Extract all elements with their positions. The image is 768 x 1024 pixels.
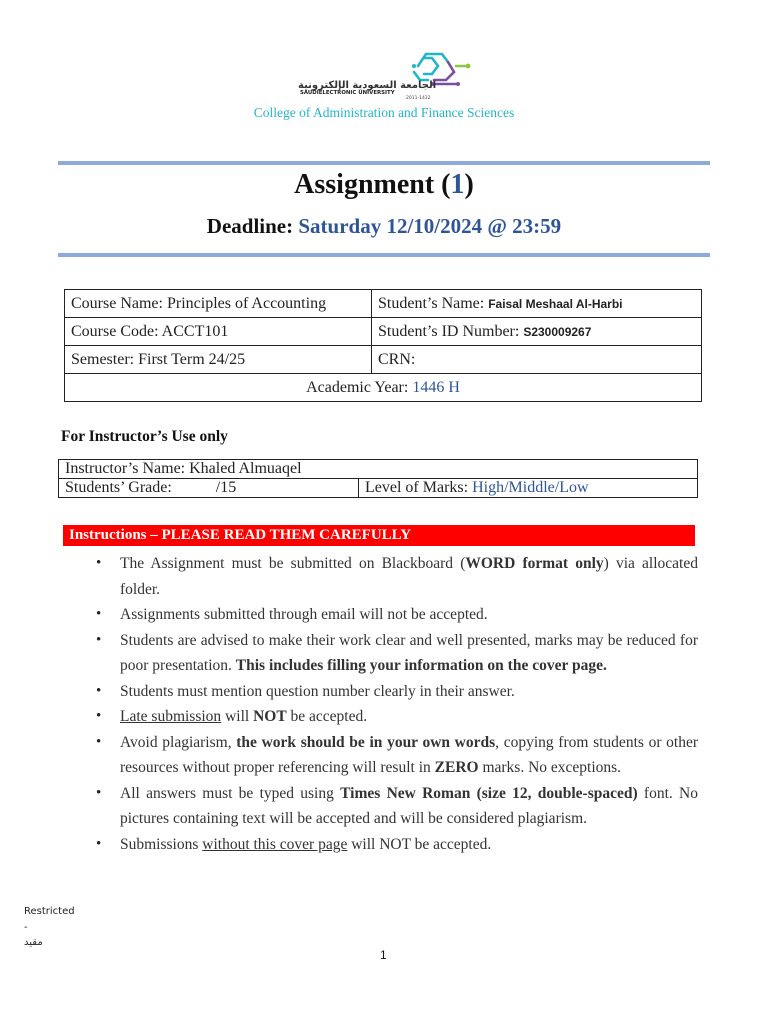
list-item: • Students are advised to make their work clear and well presented, marks may be reduced for poor presentation. This includes filling your information on the cover page.	[96, 628, 698, 679]
course-name-cell: Course Name: Principles of Accounting	[65, 290, 372, 318]
top-divider	[58, 161, 710, 165]
instructor-name-cell: Instructor’s Name: Khaled Almuaqel	[59, 460, 698, 479]
student-grade-cell: Students’ Grade: /15	[59, 479, 359, 498]
instructor-section-heading: For Instructor’s Use only	[61, 428, 228, 445]
logo-years: 2011-1432	[406, 96, 431, 101]
list-item: • All answers must be typed using Times New Roman (size 12, double-spaced) font. No pictures containing text will be accepted and will be considered plagiarism.	[96, 781, 698, 832]
semester-cell: Semester: First Term 24/25	[65, 346, 372, 374]
course-code-cell: Course Code: ACCT101	[65, 318, 372, 346]
list-item: • Submissions without this cover page will NOT be accepted.	[96, 832, 698, 858]
logo-arabic-name: الجامعة السعودية الإلكترونية	[298, 80, 437, 91]
student-id-value: S230009267	[523, 324, 592, 339]
logo-english-name: SAUDIELECTRONIC UNIVERSITY	[300, 90, 395, 96]
deadline-value: Saturday 12/10/2024 @ 23:59	[298, 214, 562, 238]
student-name-cell: Student’s Name: Faisal Meshaal Al-Harbi	[372, 290, 702, 318]
level-of-marks-cell: Level of Marks: High/Middle/Low	[359, 479, 698, 498]
classification-label: Restricted - مقيد	[24, 906, 75, 948]
page-title: Assignment (1)	[294, 169, 474, 200]
table-row	[65, 318, 702, 346]
instructions-heading: Instructions – PLEASE READ THEM CAREFULLY	[63, 525, 695, 546]
table-row	[59, 479, 698, 498]
crn-cell: CRN:	[372, 346, 702, 374]
list-item: • Students must mention question number clearly in their answer.	[96, 679, 698, 705]
table-row	[65, 374, 702, 402]
list-item: • Avoid plagiarism, the work should be in your own words, copying from students or other resources without proper referencing will result in ZERO marks. No exceptions.	[96, 730, 698, 781]
page-number: 1	[380, 948, 387, 962]
instructor-table	[58, 459, 698, 498]
student-name-value: Faisal Meshaal Al-Harbi	[488, 296, 623, 311]
table-row	[59, 460, 698, 479]
instructions-list	[96, 551, 698, 857]
table-row	[65, 346, 702, 374]
bottom-divider	[58, 253, 710, 257]
academic-year-cell: Academic Year: 1446 H	[65, 374, 702, 402]
level-of-marks-value: High/Middle/Low	[472, 479, 589, 496]
deadline	[0, 214, 768, 239]
list-item: • Assignments submitted through email will not be accepted.	[96, 602, 698, 628]
course-info-table	[64, 289, 702, 402]
list-item: • The Assignment must be submitted on Blackboard (WORD format only) via allocated folder.	[96, 551, 698, 602]
deadline-label: Deadline:	[206, 214, 294, 238]
assignment-number: 1	[450, 169, 465, 200]
table-row	[65, 290, 702, 318]
college-name: College of Administration and Finance Sciences	[253, 105, 515, 120]
student-id-cell: Student’s ID Number: S230009267	[372, 318, 702, 346]
list-item: • Late submission will NOT be accepted.	[96, 704, 698, 730]
academic-year-value: 1446 H	[412, 378, 460, 396]
